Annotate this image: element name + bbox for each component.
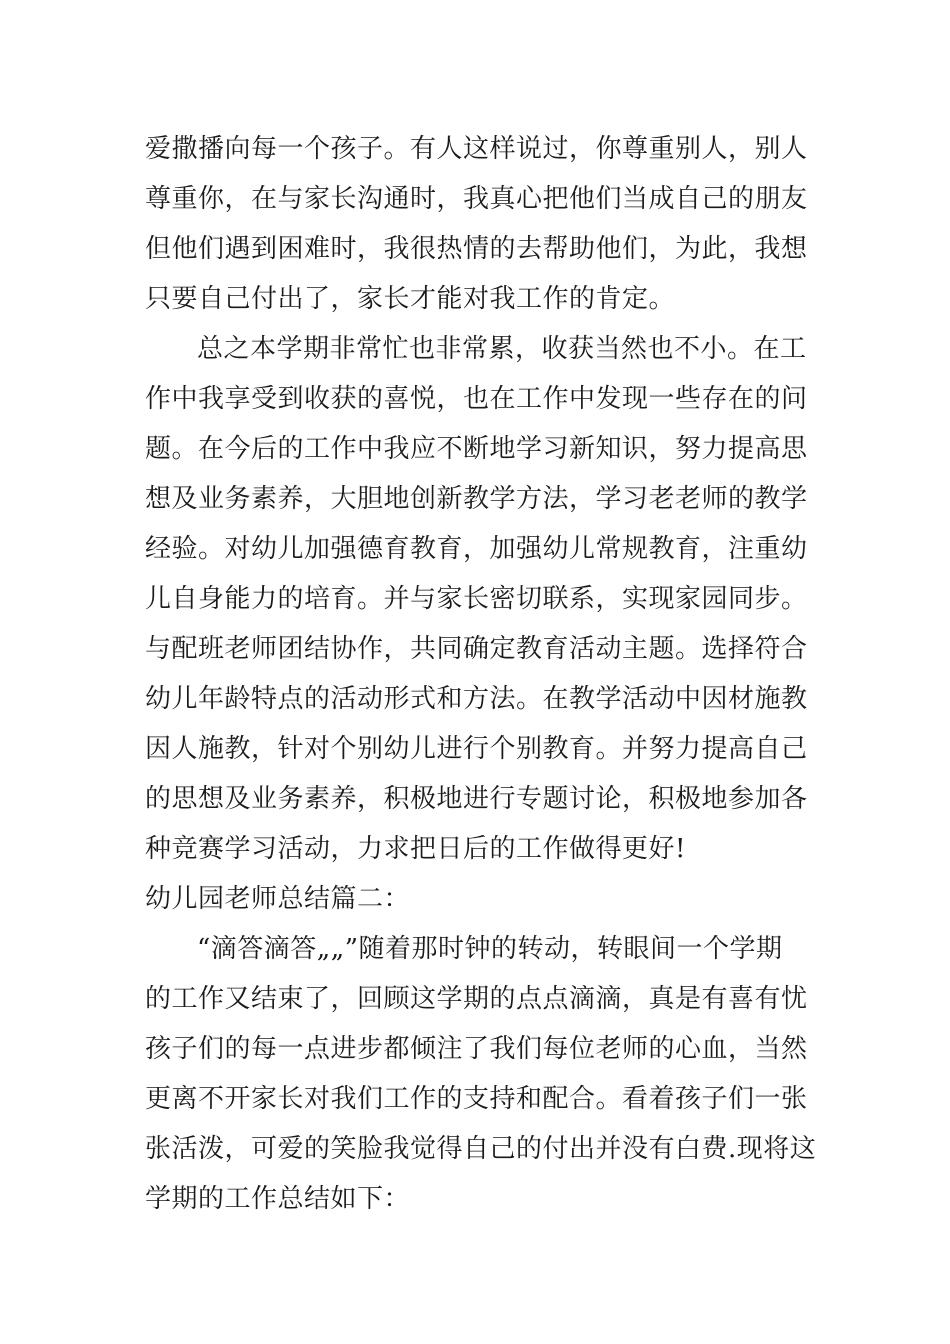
text-line: 只要自己付出了，家长才能对我工作的肯定。 — [145, 284, 676, 314]
text-line: 孩子们的每一点进步都倾注了我们每位老师的心血，当然 — [145, 1034, 808, 1064]
text-line: 与配班老师团结协作，共同确定教育活动主题。选择符合 — [145, 634, 808, 664]
section-heading: 幼儿园老师总结篇二： — [145, 884, 411, 914]
text-line: 想及业务素养，大胆地创新教学方法，学习老老师的教学 — [145, 484, 808, 514]
text-line: 总之本学期非常忙也非常累，收获当然也不小。在工 — [197, 334, 807, 364]
text-line: 幼儿年龄特点的活动形式和方法。在教学活动中因材施教 — [145, 684, 808, 714]
text-line: 的工作又结束了，回顾这学期的点点滴滴，真是有喜有忧 — [145, 984, 808, 1014]
text-line: “滴答滴答„„”随着那时钟的转动，转眼间一个学期 — [197, 934, 783, 964]
text-line: 学期的工作总结如下： — [145, 1184, 411, 1214]
text-line: 作中我享受到收获的喜悦，也在工作中发现一些存在的问 — [145, 384, 808, 414]
text-line: 种竞赛学习活动，力求把日后的工作做得更好! — [145, 834, 686, 864]
text-line: 尊重你，在与家长沟通时，我真心把他们当成自己的朋友 — [145, 184, 808, 214]
text-line: 更离不开家长对我们工作的支持和配合。看着孩子们一张 — [145, 1084, 808, 1114]
text-line: 儿自身能力的培育。并与家长密切联系，实现家园同步。 — [145, 584, 808, 614]
text-line: 因人施教，针对个别幼儿进行个别教育。并努力提高自己 — [145, 734, 808, 764]
text-line: 经验。对幼儿加强德育教育，加强幼儿常规教育，注重幼 — [145, 534, 808, 564]
text-line: 题。在今后的工作中我应不断地学习新知识，努力提高思 — [145, 434, 808, 464]
text-line: 张活泼，可爱的笑脸我觉得自己的付出并没有白费.现将这 — [145, 1134, 817, 1164]
text-line: 的思想及业务素养，积极地进行专题讨论，积极地参加各 — [145, 784, 808, 814]
text-line: 但他们遇到困难时，我很热情的去帮助他们，为此，我想 — [145, 234, 808, 264]
text-line: 爱撒播向每一个孩子。有人这样说过，你尊重别人，别人 — [145, 134, 808, 164]
document-text-body — [145, 124, 815, 1224]
